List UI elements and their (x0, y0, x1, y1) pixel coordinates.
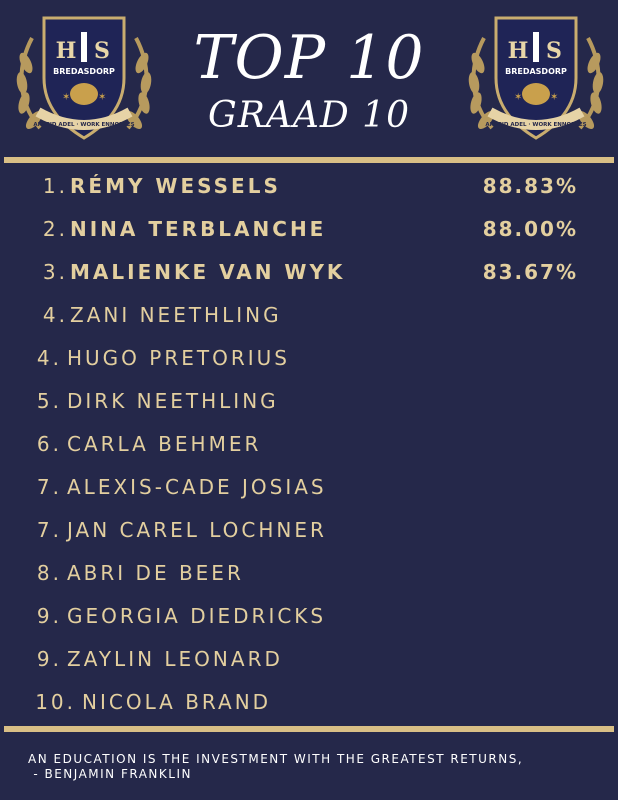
divider-top (4, 157, 614, 163)
ranking-rank: 8. (36, 561, 62, 585)
crest-school-name: BREDASDORP (53, 67, 115, 76)
ranking-rank: 3. (42, 260, 68, 284)
ranking-row (0, 382, 618, 420)
ranking-score: 83.67% (482, 260, 578, 284)
crest-initials-left: H (55, 38, 77, 64)
ranking-name: DIRK NEETHLING (67, 389, 279, 413)
ranking-rank: 1. (42, 174, 68, 198)
ranking-name: GEORGIA DIEDRICKS (67, 604, 327, 628)
ranking-rank: 4. (36, 346, 62, 370)
ranking-name: JAN CAREL LOCHNER (67, 518, 327, 542)
ranking-row (0, 511, 618, 549)
ranking-row (0, 253, 618, 291)
ranking-row (0, 640, 618, 678)
ranking-row (0, 210, 618, 248)
ranking-name: NINA TERBLANCHE (70, 217, 327, 241)
ranking-row (0, 339, 618, 377)
ranking-name: MALIENKE VAN WYK (70, 260, 346, 284)
crest-initials-right: S (94, 38, 110, 64)
ranking-rank: 9. (36, 604, 62, 628)
ranking-row (0, 468, 618, 506)
page-title: TOP 10 (193, 23, 425, 93)
ranking-name: CARLA BEHMER (67, 432, 262, 456)
ranking-rank: 6. (36, 432, 62, 456)
ranking-name: ALEXIS-CADE JOSIAS (67, 475, 327, 499)
footer-quote (28, 752, 598, 782)
ranking-row (0, 554, 618, 592)
quote-text: AN EDUCATION IS THE INVESTMENT WITH THE GREATEST RETURNS, (28, 752, 524, 766)
lighthouse-icon (533, 32, 539, 62)
beehive-icon (70, 83, 98, 105)
lighthouse-icon (81, 32, 87, 62)
crest-motto: ARBEID ADEL · WORK ENNOBLES (33, 122, 135, 128)
ranking-name: HUGO PRETORIUS (67, 346, 290, 370)
ranking-rank: 2. (42, 217, 68, 241)
ranking-row (0, 296, 618, 334)
bee-icon: ✶ (514, 92, 523, 103)
divider-bottom (4, 726, 614, 732)
ranking-score: 88.83% (482, 174, 578, 198)
beehive-icon (522, 83, 550, 105)
ranking-rank: 9. (36, 647, 62, 671)
ranking-row (0, 167, 618, 205)
ranking-rank: 10. (35, 690, 76, 714)
crest-school-name: BREDASDORP (505, 67, 567, 76)
ranking-rank: 7. (36, 518, 62, 542)
ranking-score: 88.00% (482, 217, 578, 241)
ranking-row (0, 597, 618, 635)
crest-initials-right: S (546, 38, 562, 64)
school-crest-logo-right (462, 8, 610, 148)
crest-initials-left: H (507, 38, 529, 64)
ranking-rank: 5. (36, 389, 62, 413)
page-subtitle: GRAAD 10 (208, 95, 410, 136)
quote-author: - BENJAMIN FRANKLIN (28, 767, 192, 781)
ranking-name: ZAYLIN LEONARD (67, 647, 283, 671)
ranking-name: ZANI NEETHLING (70, 303, 282, 327)
ranking-row (0, 425, 618, 463)
ranking-name: RÉMY WESSELS (70, 174, 281, 198)
ranking-name: NICOLA BRAND (82, 690, 272, 714)
ranking-rank: 4. (42, 303, 68, 327)
bee-icon: ✶ (550, 92, 559, 103)
ranking-row (0, 683, 618, 721)
ranking-rank: 7. (36, 475, 62, 499)
crest-motto: ARBEID ADEL · WORK ENNOBLES (485, 122, 587, 128)
school-crest-logo-left (10, 8, 158, 148)
ranking-name: ABRI DE BEER (67, 561, 244, 585)
bee-icon: ✶ (62, 92, 71, 103)
bee-icon: ✶ (98, 92, 107, 103)
